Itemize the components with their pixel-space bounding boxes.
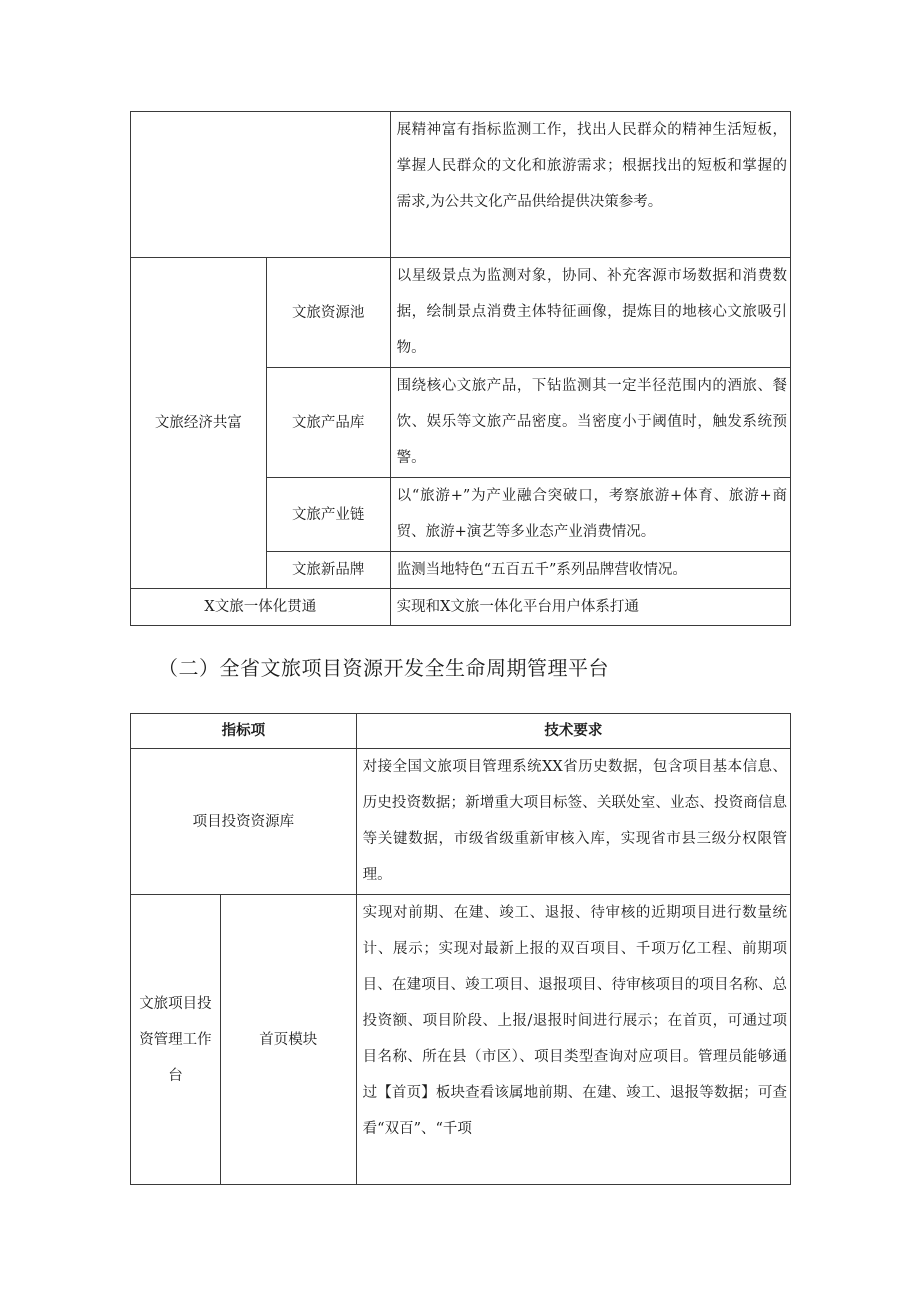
row-name: 文旅新品牌 xyxy=(266,552,390,589)
row-desc: 实现对前期、在建、竣工、退报、待审核的近期项目进行数量统计、展示；实现对最新上报的双百项目、千项万亿工程、前期项目、在建项目、竣工项目、退报项目、待审核项目的项目名称、总投资额、项目阶段、上报/退报时间进行展示；在首页，可通过项目名称、所在县（市区）、项目类型查询对应项目。管理员能够通过【首页】板块查看该属地前期、在建、竣工、退报等数据；可查看“双百”、“千项 xyxy=(356,895,790,1185)
row-desc: 监测当地特色“五百五千”系列品牌营收情况。 xyxy=(390,552,790,589)
header-tech-requirements: 技术要求 xyxy=(356,714,790,749)
indicator-table-continued xyxy=(130,111,791,626)
empty-cell xyxy=(131,112,391,258)
group-label-wenlv-economy: 文旅经济共富 xyxy=(131,258,267,589)
section-heading: （二）全省文旅项目资源开发全生命周期管理平台 xyxy=(158,656,609,680)
row-name: 文旅产业链 xyxy=(266,478,390,552)
row-name: 文旅资源池 xyxy=(266,258,390,368)
row-desc: 对接全国文旅项目管理系统XX省历史数据，包含项目基本信息、历史投资数据；新增重大项目标签、关联处室、业态、投资商信息等关键数据，市级省级重新审核入库，实现省市县三级分权限管理。 xyxy=(356,749,790,895)
row-desc: 围绕核心文旅产品，下钻监测其一定半径范围内的酒旅、餐饮、娱乐等文旅产品密度。当密度小于阈值时，触发系统预警。 xyxy=(390,368,790,478)
row-name: 文旅产品库 xyxy=(266,368,390,478)
header-indicator: 指标项 xyxy=(131,714,357,749)
row-name: 首页模块 xyxy=(220,895,356,1185)
row-desc: 以星级景点为监测对象，协同、补充客源市场数据和消费数据，绘制景点消费主体特征画像，提炼目的地核心文旅吸引物。 xyxy=(390,258,790,368)
row-name: X文旅一体化贯通 xyxy=(131,589,391,626)
continuation-text: 展精神富有指标监测工作，找出人民群众的精神生活短板，掌握人民群众的文化和旅游需求；根据找出的短板和掌握的需求,为公共文化产品供给提供决策参考。 xyxy=(390,112,790,258)
row-desc: 实现和X文旅一体化平台用户体系打通 xyxy=(390,589,790,626)
row-name: 项目投资资源库 xyxy=(131,749,357,895)
platform-requirements-table xyxy=(130,713,791,1185)
row-desc: 以“旅游+”为产业融合突破口，考察旅游+体育、旅游+商贸、旅游+演艺等多业态产业消费情况。 xyxy=(390,478,790,552)
group-label-investment-workbench: 文旅项目投资管理工作台 xyxy=(131,895,221,1185)
